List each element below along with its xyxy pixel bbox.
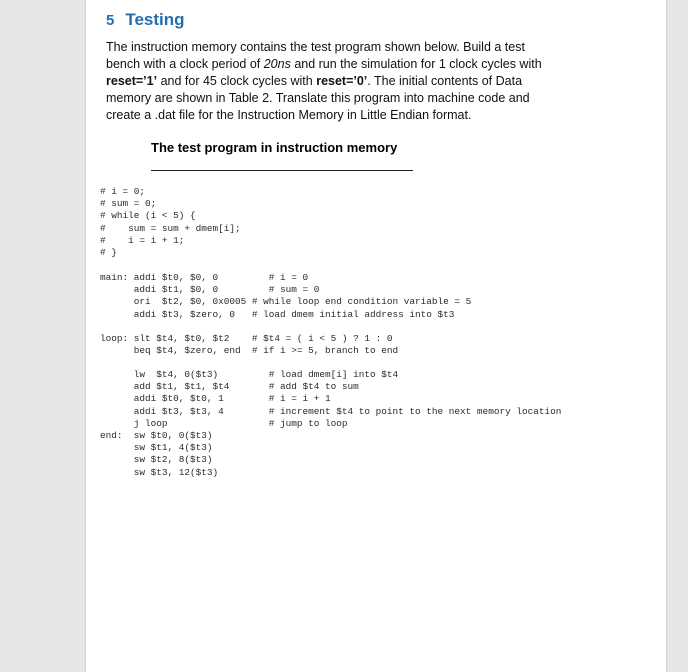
code-line: ori $t2, $0, 0x0005 # while loop end condition variable = 5 bbox=[100, 296, 472, 308]
code-line: j loop # jump to loop bbox=[100, 417, 348, 429]
code-line: # sum = sum + dmem[i]; bbox=[100, 222, 241, 234]
code-line: loop: slt $t4, $t0, $t2 # $t4 = ( i < 5 ) ? 1 : 0 bbox=[100, 333, 393, 344]
code-line: add $t1, $t1, $t4 # add $t4 to sum bbox=[100, 381, 359, 393]
code-line: addi $t0, $t0, 1 # i = i + 1 bbox=[100, 393, 331, 405]
program-title: The test program in instruction memory bbox=[151, 140, 398, 155]
intro-paragraph bbox=[106, 39, 556, 124]
clock-period: 20ns bbox=[263, 57, 291, 71]
section-title: Testing bbox=[125, 10, 185, 29]
code-line: # while (i < 5) { bbox=[100, 210, 196, 222]
code-line: # sum = 0; bbox=[100, 198, 157, 210]
reset-zero: reset=’0’ bbox=[316, 74, 368, 88]
main-code-block bbox=[100, 272, 471, 321]
code-line: # } bbox=[100, 247, 117, 259]
code-line: main: addi $t0, $0, 0 # i = 0 bbox=[100, 272, 309, 283]
title-underline bbox=[151, 170, 413, 171]
intro-text-2: and run the simulation for 1 clock cycles with bbox=[290, 57, 542, 71]
code-line: sw $t2, 8($t3) bbox=[100, 454, 213, 466]
section-heading bbox=[106, 10, 185, 30]
code-line: # i = i + 1; bbox=[100, 234, 185, 246]
section-number: 5 bbox=[106, 12, 115, 29]
code-line: sw $t1, 4($t3) bbox=[100, 442, 213, 454]
code-line: # i = 0; bbox=[100, 186, 146, 197]
intro-text-1: The instruction memory contains the test program shown below. Build a test bench with a clock period of bbox=[106, 40, 525, 71]
code-line: beq $t4, $zero, end # if i >= 5, branch to end bbox=[100, 345, 399, 357]
reset-one: reset=’1’ bbox=[106, 74, 158, 88]
loop-code-block bbox=[100, 333, 398, 357]
intro-text-4: . The initial contents of Data memory are shown in Table 2. Translate this program into machine code and create a .dat file for the Instruction Memory in Little Endian format. bbox=[106, 74, 530, 122]
body-code-block bbox=[100, 369, 561, 479]
intro-text-3: and for 45 clock cycles with bbox=[157, 74, 317, 88]
code-line: end: sw $t0, 0($t3) bbox=[100, 430, 213, 442]
code-line: addi $t3, $zero, 0 # load dmem initial address into $t3 bbox=[100, 308, 455, 320]
code-line: lw $t4, 0($t3) # load dmem[i] into $t4 bbox=[100, 369, 399, 380]
document-page bbox=[86, 0, 666, 672]
pseudocode-block bbox=[100, 186, 241, 259]
code-line: addi $t1, $0, 0 # sum = 0 bbox=[100, 284, 320, 296]
code-line: sw $t3, 12($t3) bbox=[100, 466, 219, 478]
code-line: addi $t3, $t3, 4 # increment $t4 to point to the next memory location bbox=[100, 405, 562, 417]
